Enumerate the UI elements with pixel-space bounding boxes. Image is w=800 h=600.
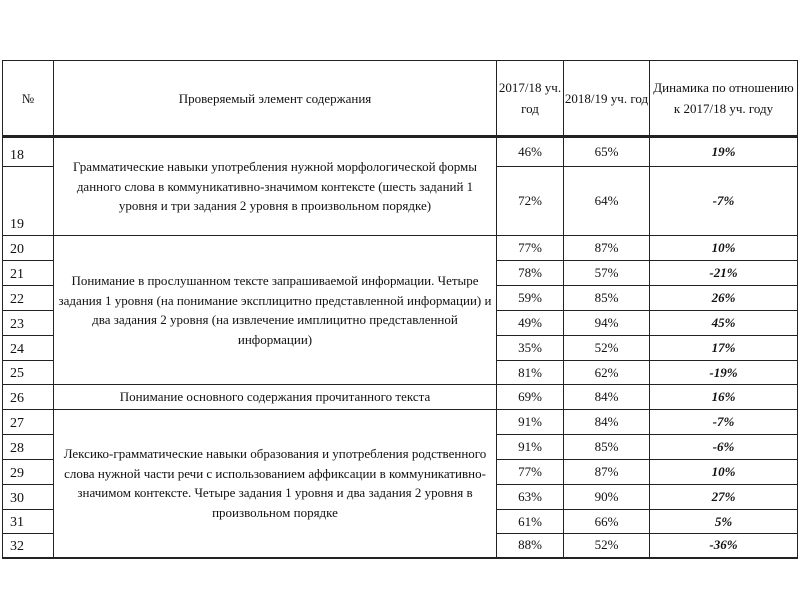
row-number: 18	[3, 137, 54, 167]
dynamics-value: -36%	[650, 534, 798, 558]
row-number: 32	[3, 534, 54, 558]
value-2017-18: 78%	[497, 261, 564, 286]
element-description: Понимание основного содержания прочитанного текста	[54, 385, 497, 410]
row-number: 21	[3, 261, 54, 286]
value-2018-19: 90%	[564, 485, 650, 510]
results-table	[2, 60, 798, 559]
dynamics-value: 5%	[650, 510, 798, 534]
row-number: 31	[3, 510, 54, 534]
value-2017-18: 77%	[497, 236, 564, 261]
value-2017-18: 72%	[497, 167, 564, 236]
row-number: 29	[3, 460, 54, 485]
value-2017-18: 59%	[497, 286, 564, 311]
row-number: 25	[3, 361, 54, 385]
table-row	[3, 410, 798, 435]
row-number: 20	[3, 236, 54, 261]
value-2017-18: 91%	[497, 435, 564, 460]
table-row	[3, 236, 798, 261]
header-year1: 2017/18 уч. год	[497, 61, 564, 137]
dynamics-value: 10%	[650, 236, 798, 261]
value-2018-19: 62%	[564, 361, 650, 385]
value-2018-19: 94%	[564, 311, 650, 336]
value-2017-18: 81%	[497, 361, 564, 385]
dynamics-value: 10%	[650, 460, 798, 485]
dynamics-value: 45%	[650, 311, 798, 336]
dynamics-value: -21%	[650, 261, 798, 286]
dynamics-value: -19%	[650, 361, 798, 385]
dynamics-value: -6%	[650, 435, 798, 460]
table-row	[3, 385, 798, 410]
value-2017-18: 46%	[497, 137, 564, 167]
dynamics-value: 19%	[650, 137, 798, 167]
row-number: 30	[3, 485, 54, 510]
value-2017-18: 63%	[497, 485, 564, 510]
row-number: 24	[3, 336, 54, 361]
table-body	[3, 137, 798, 558]
value-2017-18: 61%	[497, 510, 564, 534]
row-number: 27	[3, 410, 54, 435]
value-2017-18: 77%	[497, 460, 564, 485]
header-year2: 2018/19 уч. год	[564, 61, 650, 137]
row-number: 22	[3, 286, 54, 311]
row-number: 19	[3, 167, 54, 236]
value-2018-19: 52%	[564, 534, 650, 558]
value-2017-18: 69%	[497, 385, 564, 410]
value-2018-19: 66%	[564, 510, 650, 534]
element-description: Понимание в прослушанном тексте запрашиваемой информации. Четыре задания 1 уровня (на понимание эксплицитно представленной информации) и два задания 2 уровня (на извлечение имплицитно представленной информации)	[54, 236, 497, 385]
table-row	[3, 137, 798, 167]
value-2018-19: 65%	[564, 137, 650, 167]
value-2017-18: 49%	[497, 311, 564, 336]
header-row	[3, 61, 798, 137]
value-2018-19: 85%	[564, 435, 650, 460]
dynamics-value: 27%	[650, 485, 798, 510]
dynamics-value: 26%	[650, 286, 798, 311]
value-2018-19: 85%	[564, 286, 650, 311]
row-number: 26	[3, 385, 54, 410]
dynamics-value: -7%	[650, 410, 798, 435]
element-description: Лексико-грамматические навыки образования и употребления родственного слова нужной части речи с использованием аффиксации в коммуникативно- значимом контексте. Четыре задания 1 уровня и два задания 2 уровня в произвольном порядке	[54, 410, 497, 558]
row-number: 23	[3, 311, 54, 336]
element-description: Грамматические навыки употребления нужной морфологической формы данного слова в коммуникативно-значимом контексте (шесть заданий 1 уровня и три задания 2 уровня в произвольном порядке)	[54, 137, 497, 236]
header-num: №	[3, 61, 54, 137]
dynamics-value: 16%	[650, 385, 798, 410]
value-2017-18: 91%	[497, 410, 564, 435]
dynamics-value: 17%	[650, 336, 798, 361]
value-2018-19: 87%	[564, 460, 650, 485]
value-2018-19: 84%	[564, 410, 650, 435]
value-2018-19: 52%	[564, 336, 650, 361]
value-2017-18: 88%	[497, 534, 564, 558]
value-2018-19: 84%	[564, 385, 650, 410]
dynamics-value: -7%	[650, 167, 798, 236]
row-number: 28	[3, 435, 54, 460]
header-element: Проверяемый элемент содержания	[54, 61, 497, 137]
header-dynamics: Динамика по отношению к 2017/18 уч. году	[650, 61, 798, 137]
value-2018-19: 57%	[564, 261, 650, 286]
value-2017-18: 35%	[497, 336, 564, 361]
value-2018-19: 64%	[564, 167, 650, 236]
value-2018-19: 87%	[564, 236, 650, 261]
